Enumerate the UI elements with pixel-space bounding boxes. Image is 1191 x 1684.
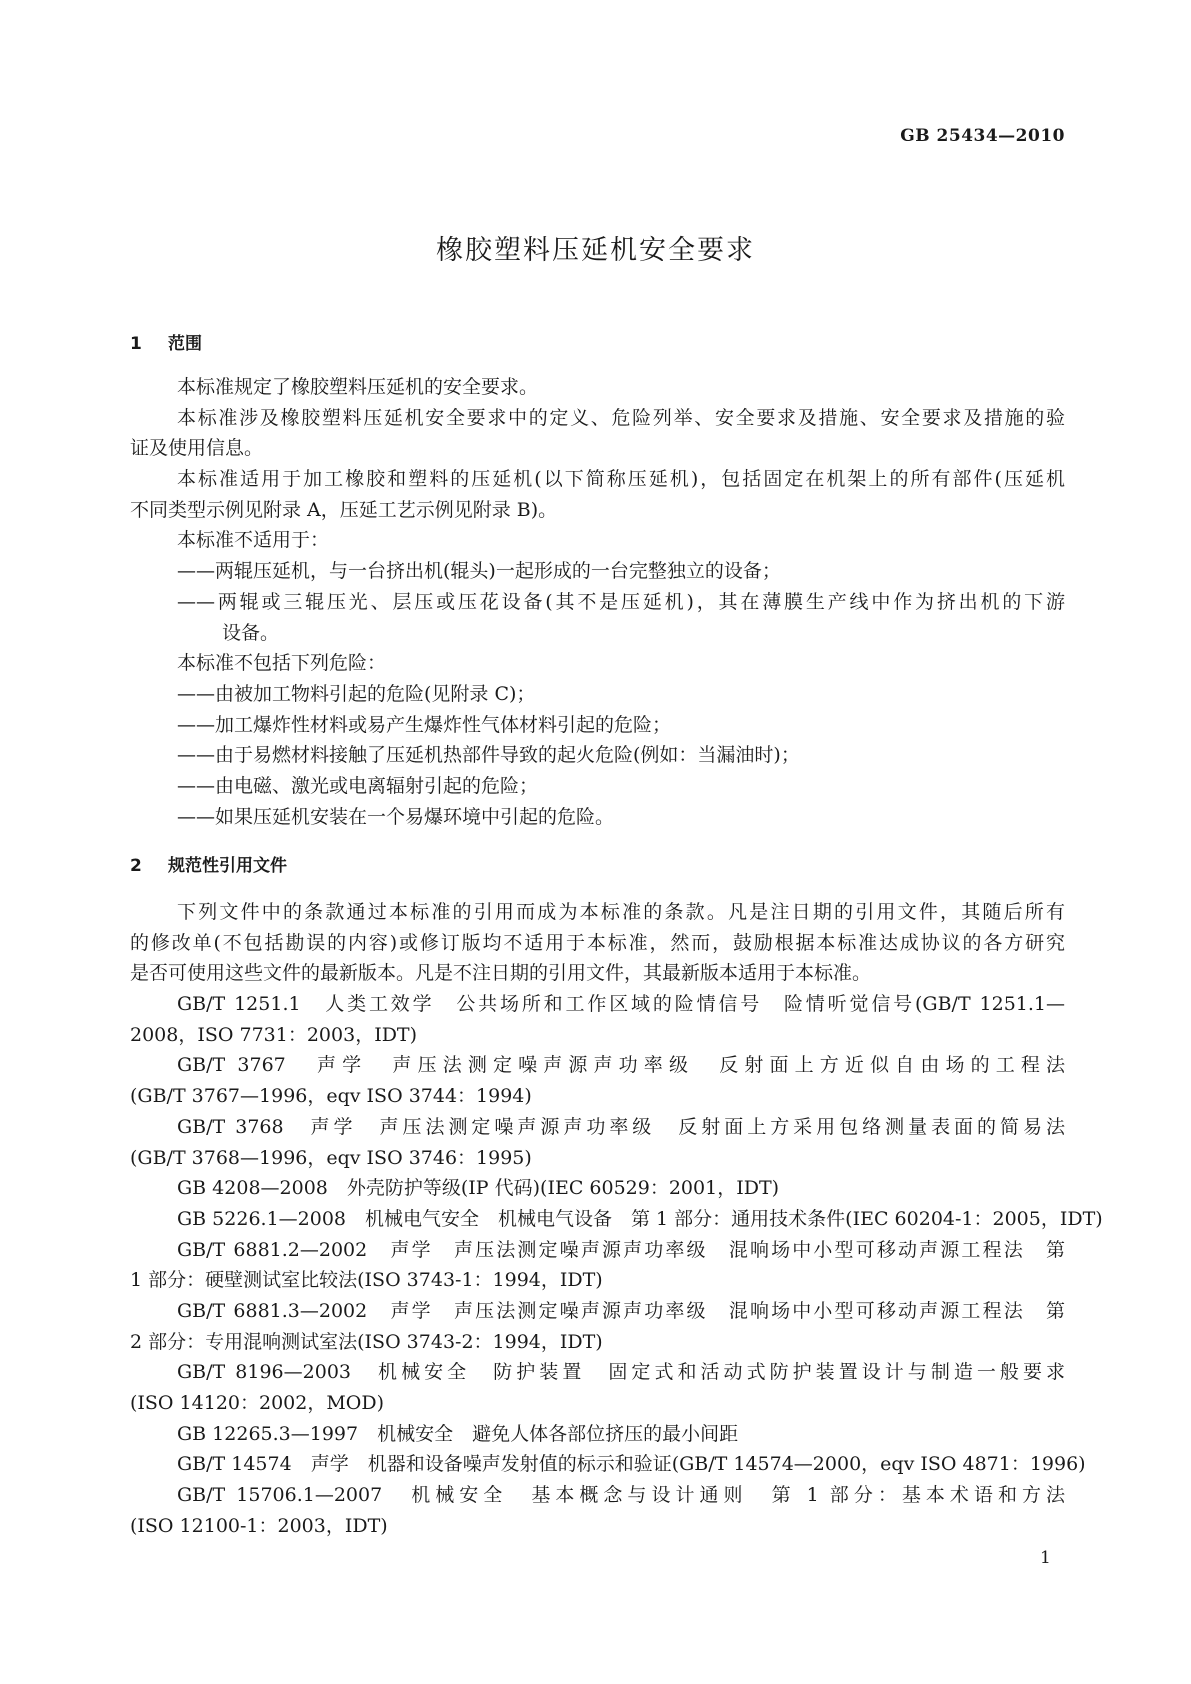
standard-number-header: GB 25434—2010: [900, 126, 1065, 146]
text-line: GB/T 1251.1 人类工效学 公共场所和工作区域的险情信号 险情听觉信号(GB/T 1251.1—: [177, 993, 1065, 1016]
reference-entry: [130, 1449, 1086, 1480]
text-line: ——两辊或三辊压光、层压或压花设备(其不是压延机)，其在薄膜生产线中作为挤出机的下游: [177, 590, 1065, 613]
list-item: [130, 587, 1065, 648]
text-line: (ISO 14120：2002，MOD): [130, 1392, 385, 1414]
text-line: 本标准适用于加工橡胶和塑料的压延机(以下简称压延机)，包括固定在机架上的所有部件(压延机: [177, 468, 1065, 491]
reference-entry: [130, 1419, 1065, 1450]
section-number: 1: [130, 334, 142, 354]
text-line: GB/T 3768 声学 声压法测定噪声源声功率级 反射面上方采用包络测量表面的简易法: [177, 1115, 1065, 1138]
reference-entry: [130, 1112, 1065, 1173]
page-number: 1: [1040, 1548, 1051, 1568]
text-line: 不同类型示例见附录 A，压延工艺示例见附录 B)。: [130, 498, 558, 521]
text-line: ——如果压延机安装在一个易爆环境中引起的危险。: [177, 805, 615, 828]
text-line: 的修改单(不包括勘误的内容)或修订版均不适用于本标准，然而，鼓励根据本标准达成协议的各方研究: [130, 931, 1065, 954]
text-line: ——由于易燃材料接触了压延机热部件导致的起火危险(例如：当漏油时)；: [177, 744, 800, 767]
section-normative-references: [130, 851, 1103, 1541]
text-line: 本标准涉及橡胶塑料压延机安全要求中的定义、危险列举、安全要求及措施、安全要求及措施的验: [177, 406, 1065, 429]
text-line: (GB/T 3768—1996，eqv ISO 3746：1995): [130, 1146, 532, 1169]
section-heading: [130, 329, 1065, 359]
document-title: 橡胶塑料压延机安全要求: [436, 235, 755, 266]
section-heading: [130, 851, 1065, 881]
list-item: [130, 802, 1065, 833]
text-line: 是否可使用这些文件的最新版本。凡是不注日期的引用文件，其最新版本适用于本标准。: [130, 962, 872, 985]
text-line: 2008，ISO 7731：2003，IDT): [130, 1023, 418, 1046]
text-line: 证及使用信息。: [130, 437, 264, 460]
text-line: 本标准规定了橡胶塑料压延机的安全要求。: [177, 376, 539, 398]
paragraph: [130, 464, 1065, 525]
section-number: 2: [130, 856, 142, 876]
text-line: 本标准不适用于：: [177, 529, 330, 552]
list-item: [130, 740, 1065, 771]
text-line: ——两辊压延机，与一台挤出机(辊头)一起形成的一台完整独立的设备；: [177, 560, 781, 583]
text-line: (ISO 12100-1：2003，IDT): [130, 1514, 388, 1537]
reference-entry: [130, 1296, 1065, 1357]
paragraph: [130, 372, 1065, 403]
text-line: 1 部分：硬壁测试室比较法(ISO 3743-1：1994，IDT): [130, 1269, 603, 1292]
paragraph: [130, 525, 1065, 556]
reference-entry: [130, 1357, 1065, 1418]
reference-entry: [130, 1235, 1065, 1296]
text-line: GB/T 8196—2003 机械安全 防护装置 固定式和活动式防护装置设计与制造一般要求: [177, 1361, 1065, 1384]
text-line: GB 4208—2008 外壳防护等级(IP 代码)(IEC 60529：2001，IDT): [177, 1177, 780, 1200]
list-item: [130, 556, 1065, 587]
text-line: (GB/T 3767—1996，eqv ISO 3744：1994): [130, 1085, 532, 1108]
text-line: 本标准不包括下列危险：: [177, 652, 387, 675]
text-line: 2 部分：专用混响测试室法(ISO 3743-2：1994，IDT): [130, 1330, 603, 1353]
paragraph: [130, 648, 1065, 679]
text-line: ——加工爆炸性材料或易产生爆炸性气体材料引起的危险；: [177, 713, 672, 736]
text-line: GB/T 6881.3—2002 声学 声压法测定噪声源声功率级 混响场中小型可移动声源工程法 第: [177, 1299, 1065, 1322]
text-line: ——由电磁、激光或电离辐射引起的危险；: [177, 774, 539, 797]
text-line: GB 12265.3—1997 机械安全 避免人体各部位挤压的最小间距: [177, 1422, 739, 1445]
paragraph: [130, 403, 1065, 464]
text-line: ——由被加工物料引起的危险(见附录 C)；: [177, 682, 536, 705]
section-scope: [130, 329, 1065, 832]
text-line: GB/T 14574 声学 机器和设备噪声发射值的标示和验证(GB/T 14574—2000，eqv ISO 4871：1996): [177, 1453, 1086, 1476]
reference-entry: [130, 989, 1065, 1050]
text-line: 下列文件中的条款通过本标准的引用而成为本标准的条款。凡是注日期的引用文件，其随后所有: [177, 901, 1065, 923]
reference-entry: [130, 1050, 1065, 1111]
text-line: GB/T 6881.2—2002 声学 声压法测定噪声源声功率级 混响场中小型可移动声源工程法 第: [177, 1238, 1065, 1261]
section-heading-text: 规范性引用文件: [168, 856, 287, 876]
list-item: [130, 771, 1065, 802]
text-line: GB/T 15706.1—2007 机械安全 基本概念与设计通则 第 1 部分：基本术语和方法: [177, 1484, 1065, 1507]
paragraph: [130, 897, 1065, 989]
text-line: 设备。: [222, 621, 280, 644]
reference-entry: [130, 1204, 1103, 1235]
list-item: [130, 679, 1065, 710]
reference-entry: [130, 1173, 1065, 1204]
text-line: GB/T 3767 声学 声压法测定噪声源声功率级 反射面上方近似自由场的工程法: [177, 1054, 1065, 1077]
text-line: GB 5226.1—2008 机械电气安全 机械电气设备 第 1 部分：通用技术条件(IEC 60204-1：2005，IDT): [177, 1207, 1103, 1230]
section-heading-text: 范围: [168, 334, 202, 354]
list-item: [130, 710, 1065, 741]
reference-entry: [130, 1480, 1065, 1541]
